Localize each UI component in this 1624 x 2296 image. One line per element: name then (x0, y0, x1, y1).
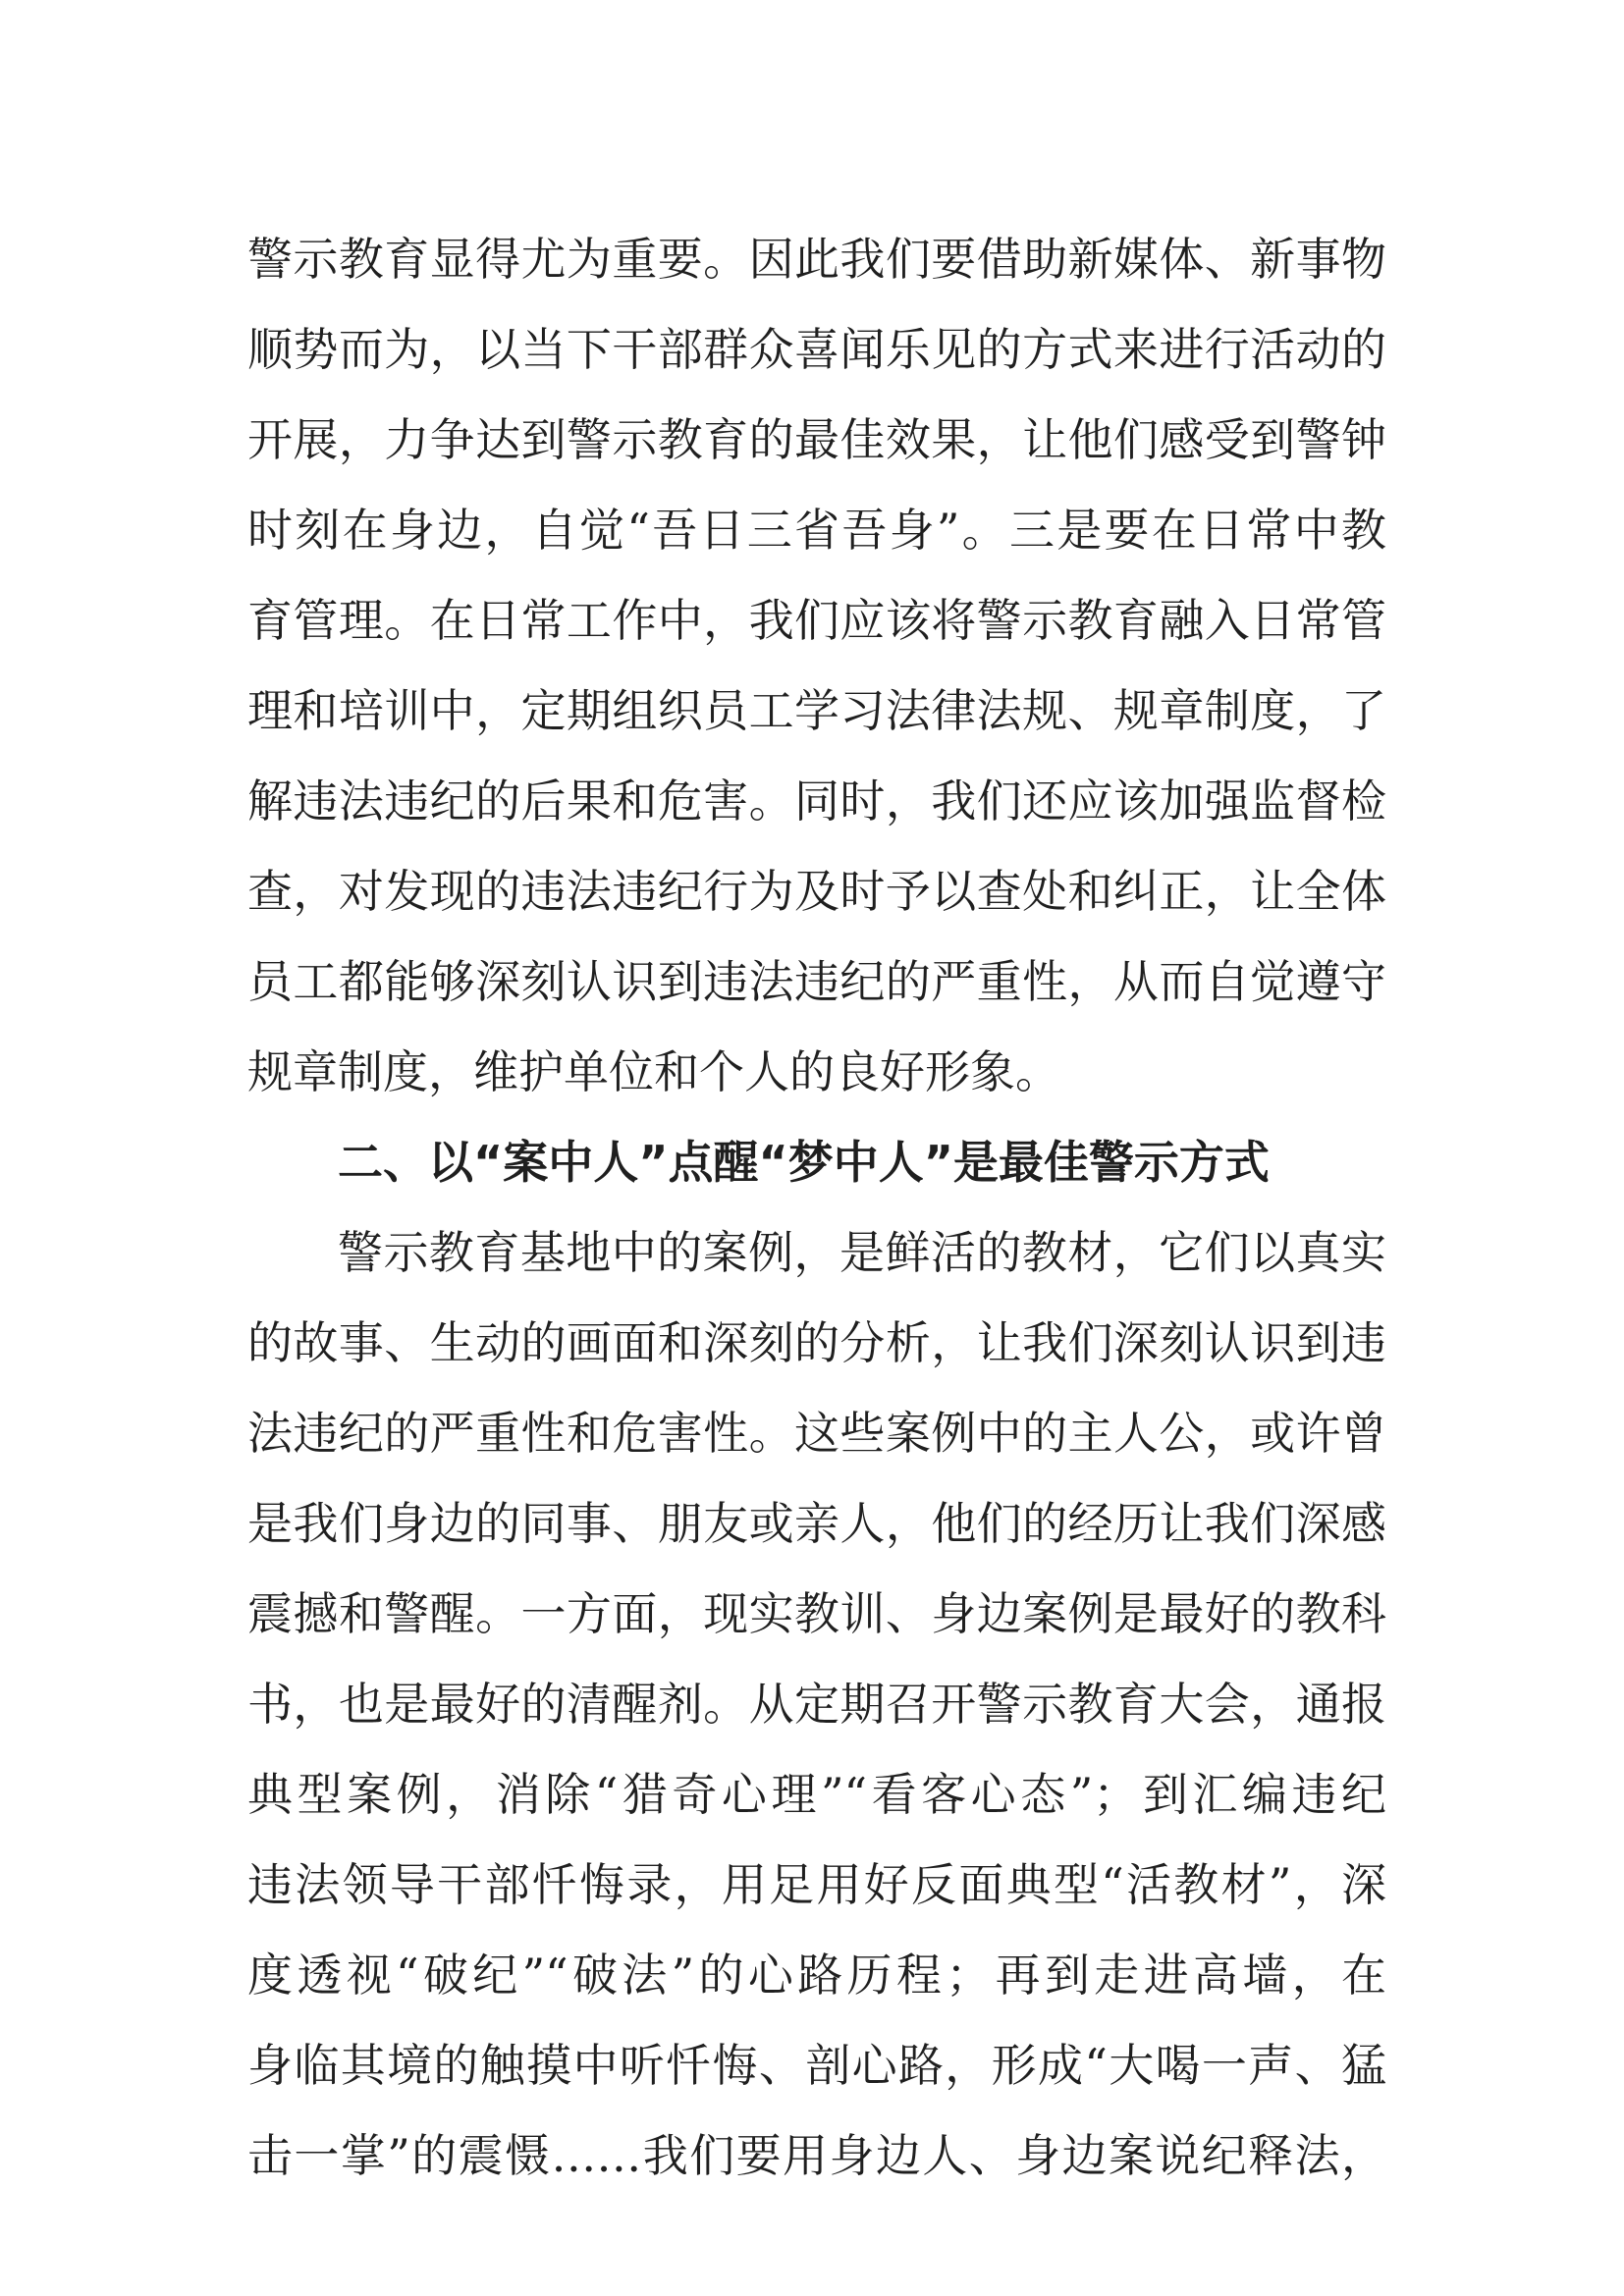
paragraph-1-line-4: 时刻在身边，自觉“吾日三省吾身”。三是要在日常中教 (247, 504, 1386, 557)
paragraph-2-line-10: 身临其境的触摸中听忏悔、剖心路，形成“大喝一声、猛 (247, 2039, 1386, 2092)
paragraph-1-line-7: 解违法违纪的后果和危害。同时，我们还应该加强监督检 (247, 774, 1386, 828)
paragraph-2-line-5: 震撼和警醒。一方面，现实教训、身边案例是最好的教科 (247, 1587, 1386, 1640)
paragraph-2-line-11: 击一掌”的震慑……我们要用身边人、身边案说纪释法， (247, 2129, 1386, 2182)
paragraph-2-line-7: 典型案例，消除“猎奇心理”“看客心态”；到汇编违纪 (247, 1768, 1386, 1821)
paragraph-2-line-3: 法违纪的严重性和危害性。这些案例中的主人公，或许曾 (247, 1407, 1386, 1460)
paragraph-2-line-8: 违法领导干部忏悔录，用足用好反面典型“活教材”，深 (247, 1858, 1386, 1911)
paragraph-1-line-3: 开展，力争达到警示教育的最佳效果，让他们感受到警钟 (247, 413, 1386, 466)
paragraph-1-line-8: 查，对发现的违法违纪行为及时予以查处和纠正，让全体 (247, 865, 1386, 918)
paragraph-1-line-1: 警示教育显得尤为重要。因此我们要借助新媒体、新事物 (247, 233, 1386, 286)
paragraph-1-line-2: 顺势而为，以当下干部群众喜闻乐见的方式来进行活动的 (247, 323, 1386, 376)
paragraph-2-line-2: 的故事、生动的画面和深刻的分析，让我们深刻认识到违 (247, 1316, 1386, 1369)
paragraph-2-line-6: 书，也是最好的清醒剂。从定期召开警示教育大会，通报 (247, 1678, 1386, 1731)
paragraph-1-line-6: 理和培训中，定期组织员工学习法律法规、规章制度，了 (247, 684, 1386, 737)
paragraph-2-line-1: 警示教育基地中的案例，是鲜活的教材，它们以真实 (338, 1226, 1386, 1279)
paragraph-2-line-4: 是我们身边的同事、朋友或亲人，他们的经历让我们深感 (247, 1497, 1386, 1550)
paragraph-1-line-9: 员工都能够深刻认识到违法违纪的严重性，从而自觉遵守 (247, 955, 1386, 1008)
section-heading: 二、以“案中人”点醒“梦中人”是最佳警示方式 (338, 1136, 1270, 1189)
paragraph-1-line-10: 规章制度，维护单位和个人的良好形象。 (247, 1045, 1060, 1098)
paragraph-2-line-9: 度透视“破纪”“破法”的心路历程；再到走进高墙，在 (247, 1949, 1386, 2002)
paragraph-1-line-5: 育管理。在日常工作中，我们应该将警示教育融入日常管 (247, 594, 1386, 647)
